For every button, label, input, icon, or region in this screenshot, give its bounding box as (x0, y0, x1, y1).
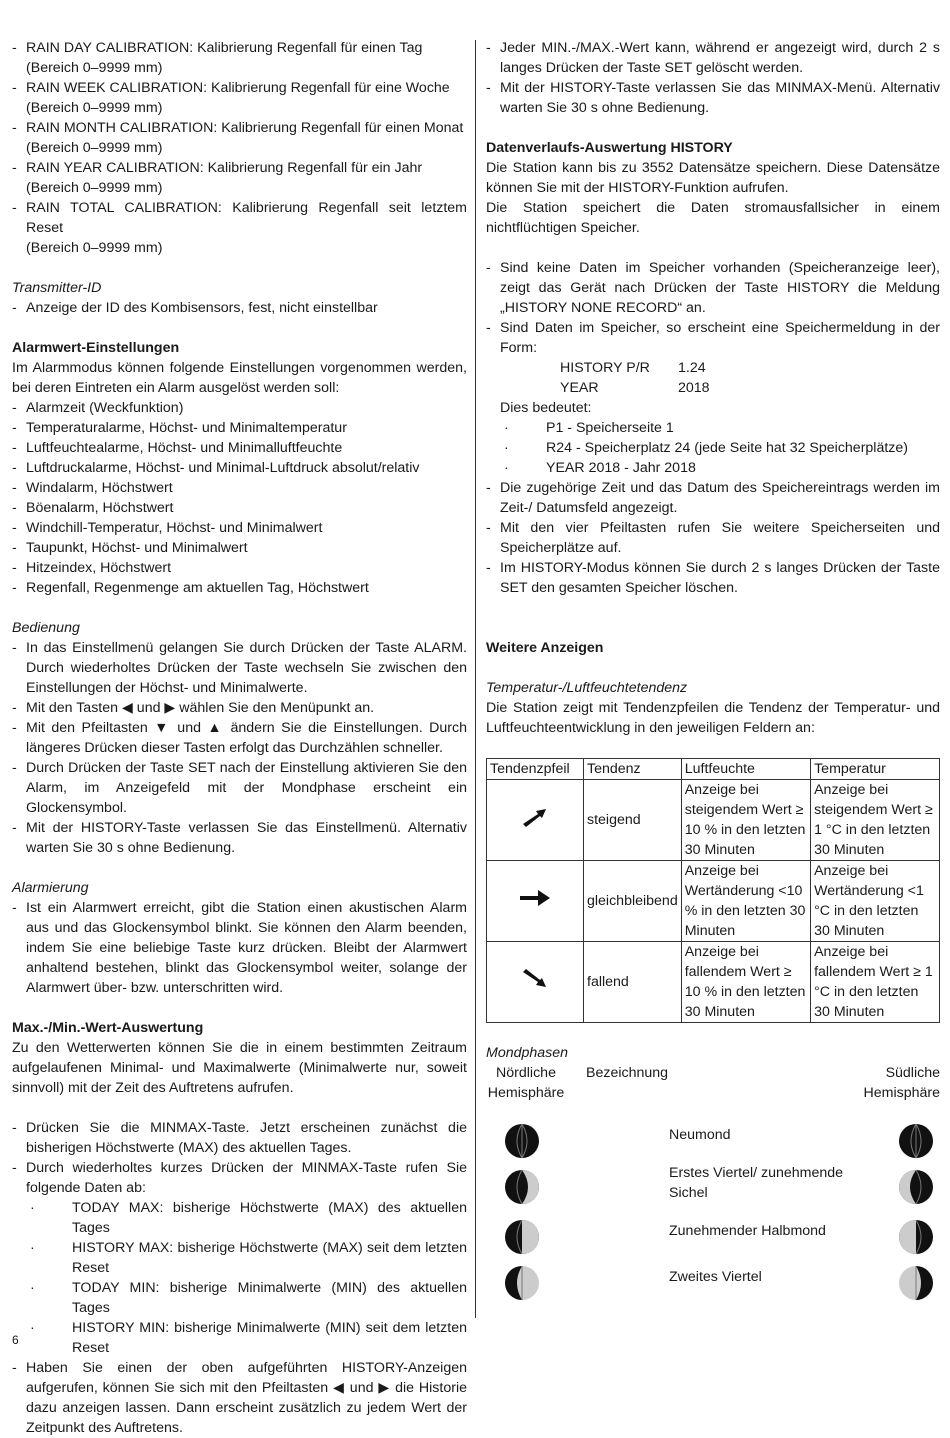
rain-calibration-list (12, 38, 467, 258)
list-item: - Mit den Tasten ◀ und ▶ wählen Sie den Menüpunkt an. (12, 698, 467, 718)
sub-item: · YEAR 2018 - Jahr 2018 (504, 458, 940, 478)
history-p1: Die Station kann bis zu 3552 Datensätze speichern. Diese Datensätze können Sie mit der HISTORY-Funktion aufrufen. (486, 160, 940, 196)
list-item: - Mit den Pfeiltasten ▼ und ▲ ändern Sie die Einstellungen. Durch längeres Drücken dieser Tasten erfolgt das Durchzählen schneller. (12, 718, 467, 758)
tendenz-intro: Die Station zeigt mit Tendenzpfeilen die Tendenz der Temperatur- und Luftfeuchteentwicklung in den jeweiligen Feldern an: (486, 700, 940, 736)
list-item: - Böenalarm, Höchstwert (12, 498, 467, 518)
list-item: - Alarmzeit (Weckfunktion) (12, 398, 467, 418)
maxmin-intro: Zu den Wetterwerten können Sie die in einem bestimmten Zeitraum aufgelaufenen Minimal- und Maximalwerte (Minimalwerte nur, soweit sinnvoll) mit der Zeit des Auftretens aufrufen. (12, 1040, 467, 1096)
history-form-line: HISTORY P/R 1.24 (560, 360, 706, 376)
minmax-cont-list (486, 38, 940, 118)
waxing-gibbous-icon (898, 1265, 934, 1307)
table-cell: Anzeige bei steigendem Wert ≥ 10 % in den letzten 30 Minuten (681, 780, 810, 861)
new-moon-icon (504, 1123, 540, 1165)
table-cell: Anzeige bei fallendem Wert ≥ 1 °C in den letzten 30 Minuten (811, 942, 940, 1023)
list-item: - Taupunkt, Höchst- und Minimalwert (12, 538, 467, 558)
table-cell: steigend (584, 780, 682, 861)
moon-col-south: Südliche Hemisphäre (863, 1065, 940, 1101)
bedienung-heading: Bedienung (12, 620, 80, 636)
table-header: Temperatur (811, 759, 940, 780)
moon-row (486, 1219, 940, 1265)
list-item: - Luftdruckalarme, Höchst- und Minimal-Luftdruck absolut/relativ (12, 458, 467, 478)
list-item: - Sind Daten im Speicher, so erscheint eine Speichermeldung in der Form: HISTORY P/R 1.24 YEAR 2018 Dies bedeutet: · P1 - Speicherseite 1 · R24 - Speicherplatz 24 (jede Seite hat 32 Speicherplätze) · YEAR 2018 - Jahr 2018 (486, 318, 940, 478)
list-item: - Mit der HISTORY-Taste verlassen Sie das Einstellmenü. Alternativ warten Sie 30 s ohne Bedienung. (12, 818, 467, 858)
table-cell: Anzeige bei fallendem Wert ≥ 10 % in den letzten 30 Minuten (681, 942, 810, 1023)
maxmin-list (12, 1118, 467, 1438)
list-item: - Drücken Sie die MINMAX-Taste. Jetzt erscheinen zunächst die bisherigen Höchstwerte (MAX) des aktuellen Tages. (12, 1118, 467, 1158)
column-divider (475, 40, 476, 1318)
history-list (486, 258, 940, 598)
moon-col-north: Nördliche Hemisphäre (487, 1065, 565, 1101)
table-cell: gleichbleibend (584, 861, 682, 942)
list-item: - Die zugehörige Zeit und das Datum des Speichereintrags werden im Zeit-/ Datumsfeld angezeigt. (486, 478, 940, 518)
table-cell: Anzeige bei Wertänderung <1 °C in den letzten 30 Minuten (811, 861, 940, 942)
table-row (487, 780, 940, 861)
history-heading: Datenverlaufs-Auswertung HISTORY (486, 140, 733, 156)
moon-row (486, 1165, 940, 1219)
table-header-row (487, 759, 940, 780)
moon-row (486, 1265, 940, 1311)
mond-heading: Mondphasen (486, 1045, 569, 1061)
list-item: - Mit der HISTORY-Taste verlassen Sie das MINMAX-Menü. Alternativ warten Sie 30 s ohne Bedienung. (486, 78, 940, 118)
table-header: Tendenzpfeil (487, 759, 584, 780)
page-number: 6 (12, 1333, 19, 1347)
list-item: - Luftfeuchtealarme, Höchst- und Minimalluftfeuchte (12, 438, 467, 458)
list-item: - Sind keine Daten im Speicher vorhanden (Speicheranzeige leer), zeigt das Gerät nach Drücken der Taste HISTORY die Meldung „HISTORY NONE RECORD“ an. (486, 258, 940, 318)
list-item: - Anzeige der ID des Kombisensors, fest, nicht einstellbar (12, 298, 467, 318)
moon-header (486, 1063, 940, 1103)
list-item: - RAIN TOTAL CALIBRATION: Kalibrierung Regenfall seit letztem Reset (Bereich 0–9999 mm) (12, 198, 467, 258)
list-item: - RAIN WEEK CALIBRATION: Kalibrierung Regenfall für eine Woche (Bereich 0–9999 mm) (12, 78, 467, 118)
table-cell: Anzeige bei Wertänderung <10 % in den letzten 30 Minuten (681, 861, 810, 942)
list-item: - RAIN DAY CALIBRATION: Kalibrierung Regenfall für einen Tag (Bereich 0–9999 mm) (12, 38, 467, 78)
maxmin-sublist (26, 1198, 467, 1358)
waxing-crescent-icon (898, 1169, 934, 1211)
table-row (487, 861, 940, 942)
table-header: Luftfeuchte (681, 759, 810, 780)
list-item: - Temperaturalarme, Höchst- und Minimaltemperatur (12, 418, 467, 438)
history-p2: Die Station speichert die Daten stromausfallsicher in einem nichtflüchtigen Speicher. (486, 200, 940, 236)
list-item: - Windalarm, Höchstwert (12, 478, 467, 498)
sub-item: · TODAY MAX: bisherige Höchstwerte (MAX) des aktuellen Tages (30, 1198, 467, 1238)
bedienung-list (12, 638, 467, 858)
left-column (12, 38, 467, 1438)
maxmin-heading: Max.-/Min.-Wert-Auswertung (12, 1020, 204, 1036)
trend-table (486, 758, 940, 1023)
table-header: Tendenz (584, 759, 682, 780)
waxing-crescent-icon (504, 1169, 540, 1211)
arrow-down-right-icon (487, 942, 584, 1023)
alarmierung-heading: Alarmierung (12, 880, 89, 896)
sub-item: · HISTORY MIN: bisherige Minimalwerte (MIN) seit dem letzten Reset (30, 1318, 467, 1358)
table-row (487, 942, 940, 1023)
new-moon-icon (898, 1123, 934, 1165)
alarm-heading: Alarmwert-Einstellungen (12, 340, 180, 356)
list-item: - Ist ein Alarmwert erreicht, gibt die Station einen akustischen Alarm aus und das Glockensymbol blinkt. Sie können den Alarm beenden, indem Sie eine beliebige Taste kurz drücken. Bleibt der Alarmwert anhaltend bestehen, blinkt das Glockensymbol weiter, solange der Alarmwert über- bzw. unterschritten wird. (12, 898, 467, 998)
list-item: - Mit den vier Pfeiltasten rufen Sie weitere Speicherseiten und Speicherplätze auf. (486, 518, 940, 558)
dies-bedeutet: Dies bedeutet: (500, 400, 592, 416)
moon-name: Zunehmender Halbmond (669, 1223, 826, 1239)
moon-name: Zweites Viertel (669, 1269, 762, 1285)
list-item: - Haben Sie einen der oben aufgeführten HISTORY-Anzeigen aufgerufen, können Sie sich mit den Pfeiltasten ◀ und ▶ die Historie dazu anzeigen lassen. Dann erscheint zusätzlich zu jedem Wert der Zeitpunkt des Auftretens. (12, 1358, 467, 1438)
arrow-right-icon (487, 861, 584, 942)
table-cell: Anzeige bei steigendem Wert ≥ 1 °C in den letzten 30 Minuten (811, 780, 940, 861)
list-item: - Durch wiederholtes kurzes Drücken der MINMAX-Taste rufen Sie folgende Daten ab: · TODAY MAX: bisherige Höchstwerte (MAX) des aktuellen Tages · HISTORY MAX: bisherige Höchstwerte (MAX) seit dem letzten Reset · TODAY MIN: bisherige Minimalwerte (MIN) des aktuellen Tages · HISTORY MIN: bisherige Minimalwerte (MIN) seit dem letzten Reset (12, 1158, 467, 1358)
transmitter-heading: Transmitter-ID (12, 280, 102, 296)
list-item: - RAIN MONTH CALIBRATION: Kalibrierung Regenfall für einen Monat (Bereich 0–9999 mm) (12, 118, 467, 158)
list-item: - Durch Drücken der Taste SET nach der Einstellung aktivieren Sie den Alarm, im Anzeigefeld mit der Mondphase erscheint ein Glockensymbol. (12, 758, 467, 818)
list-item: - Im HISTORY-Modus können Sie durch 2 s langes Drücken der Taste SET den gesamten Speicher löschen. (486, 558, 940, 598)
sub-item: · P1 - Speicherseite 1 (504, 418, 940, 438)
right-column (486, 38, 940, 1311)
alarm-intro: Im Alarmmodus können folgende Einstellungen vorgenommen werden, bei deren Eintreten ein Alarm ausgelöst werden soll: (12, 360, 467, 396)
moon-name: Neumond (669, 1127, 731, 1143)
sub-item: · HISTORY MAX: bisherige Höchstwerte (MAX) seit dem letzten Reset (30, 1238, 467, 1278)
moon-name: Erstes Viertel/ zunehmende Sichel (669, 1165, 844, 1201)
first-quarter-icon (898, 1219, 934, 1261)
list-item: - Hitzeindex, Höchstwert (12, 558, 467, 578)
list-item: - Regenfall, Regenmenge am aktuellen Tag, Höchstwert (12, 578, 467, 598)
list-item: - Windchill-Temperatur, Höchst- und Minimalwert (12, 518, 467, 538)
waxing-gibbous-icon (504, 1265, 540, 1307)
sub-item: · R24 - Speicherplatz 24 (jede Seite hat 32 Speicherplätze) (504, 438, 940, 458)
first-quarter-icon (504, 1219, 540, 1261)
sub-item: · TODAY MIN: bisherige Minimalwerte (MIN) des aktuellen Tages (30, 1278, 467, 1318)
history-form-line: YEAR 2018 (560, 380, 710, 396)
list-item: - In das Einstellmenü gelangen Sie durch Drücken der Taste ALARM. Durch wiederholtes Drücken der Taste wechseln Sie zwischen den Einstellungen der Höchst- und Minimalwerte. (12, 638, 467, 698)
list-item: - Jeder MIN.-/MAX.-Wert kann, während er angezeigt wird, durch 2 s langes Drücken der Taste SET gelöscht werden. (486, 38, 940, 78)
arrow-up-right-icon (487, 780, 584, 861)
moon-col-name: Bezeichnung (586, 1065, 669, 1081)
table-cell: fallend (584, 942, 682, 1023)
meaning-list (500, 418, 940, 478)
list-item: - RAIN YEAR CALIBRATION: Kalibrierung Regenfall für ein Jahr (Bereich 0–9999 mm) (12, 158, 467, 198)
tendenz-heading: Temperatur-/Luftfeuchtetendenz (486, 680, 688, 696)
weitere-heading: Weitere Anzeigen (486, 640, 604, 656)
alarm-list (12, 398, 467, 598)
